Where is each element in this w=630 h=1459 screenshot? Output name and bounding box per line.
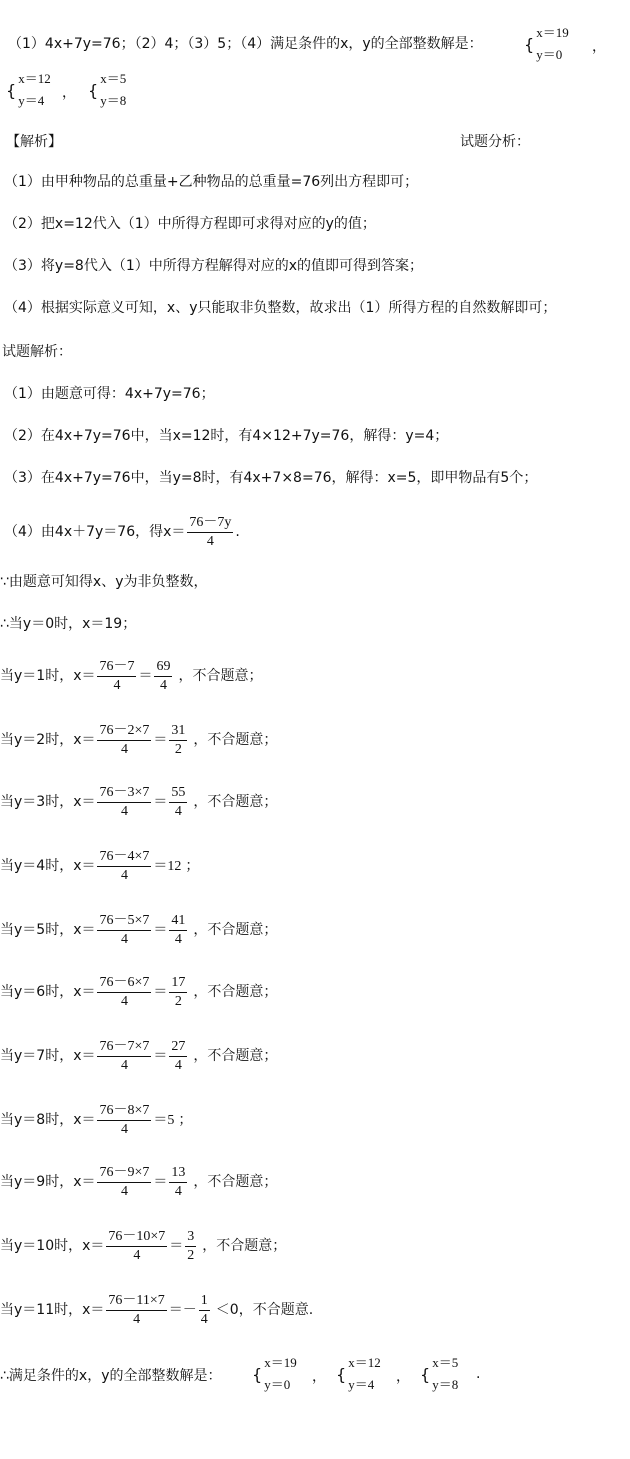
case-row [0,720,277,761]
answer-comma-1: ， [592,39,606,55]
conclusion-system-3: { x＝5 y＝8 [414,1352,464,1396]
case-prefix: 当y＝7时，x＝ [0,1048,96,1064]
case-tail: ，不合题意； [193,984,278,1000]
system-row: y＝8 [100,93,127,108]
s4-text: （4）由4x＋7y＝76，得x＝ [4,524,186,540]
case-row [0,972,277,1013]
case-row [0,782,277,823]
system-row: y＝8 [432,1377,459,1392]
case-tail: ； [185,858,200,874]
analysis-label: 试题分析： [460,134,530,150]
s4-fraction: $\frac{76-7y}{4}$ [189,514,232,549]
case-equals: ＝ [153,1175,168,1190]
case-fraction-1: $\frac{76-7\times 7}{4}$ [99,1038,150,1073]
conclusion-text: ∴满足条件的x，y的全部整数解是： [0,1368,222,1384]
system-row: y＝4 [18,93,45,108]
case-tail: ＜0，不合题意. [215,1302,314,1318]
case-equals: ＝5 [153,1113,175,1128]
system-row: y＝0 [264,1377,291,1392]
solution-s4: （4）由4x＋7y＝76，得x＝ $\frac{76-7y}{4}$ . [4,514,240,549]
case-tail: ，不合题意； [193,794,278,810]
solution-nonneg: ∵由题意可知得x、y为非负整数， [0,574,208,590]
case-fraction-1: $\frac{76-5\times 7}{4}$ [99,912,150,947]
conclusion-comma-2: ， [396,1369,410,1385]
solution-s3: （3）在4x+7y=76中，当y=8时，有4x+7×8=76，解得：x=5，即甲物品有5个； [4,470,538,486]
system-row: x＝19 [264,1355,297,1370]
analysis-p3: （3）将y=8代入（1）中所得方程解得对应的x的值即可得到答案； [4,258,424,274]
case-prefix: 当y＝4时，x＝ [0,858,96,874]
case-fraction-1: $\frac{76-3\times 7}{4}$ [99,784,150,819]
case-tail: ； [178,1112,193,1128]
case-fraction-2: $\frac{3}{2}$ [187,1228,195,1263]
case-equals: ＝－ [168,1303,197,1318]
case-fraction-2: $\frac{55}{4}$ [171,784,186,819]
case-tail: ，不合题意； [202,1238,287,1254]
case-fraction-2: $\frac{27}{4}$ [171,1038,186,1073]
case-row [0,656,262,697]
analysis-heading: 【解析】 [6,134,62,150]
case-prefix: 当y＝8时，x＝ [0,1112,96,1128]
solution-y0: ∴当y＝0时，x＝19； [0,616,137,632]
case-fraction-1: $\frac{76-6\times 7}{4}$ [99,974,150,1009]
case-fraction-1: $\frac{76-10\times 7}{4}$ [108,1228,166,1263]
solution-s2: （2）在4x+7y=76中，当x=12时，有4×12+7y=76，解得：y=4； [4,428,449,444]
case-tail: ，不合题意； [193,1174,278,1190]
answer-comma-2: ， [62,85,76,101]
system-row: x＝19 [536,25,569,40]
case-prefix: 当y＝1时，x＝ [0,668,96,684]
answer-text: （1）4x+7y=76；（2）4；（3）5；（4）满足条件的x，y的全部整数解是： [8,36,483,52]
conclusion-system-2: { x＝12 y＝4 [330,1352,387,1396]
case-equals: ＝ [169,1239,184,1254]
case-equals: ＝ [138,669,153,684]
solution-heading: 试题解析： [2,344,72,360]
case-tail: ，不合题意； [193,922,278,938]
case-fraction-1: $\frac{76-8\times 7}{4}$ [99,1102,150,1137]
analysis-p2: （2）把x=12代入（1）中所得方程即可求得对应的y的值； [4,216,376,232]
system-row: x＝5 [100,71,127,86]
case-prefix: 当y＝3时，x＝ [0,794,96,810]
case-row [0,1290,313,1331]
case-fraction-1: $\frac{76-2\times 7}{4}$ [99,722,150,757]
case-fraction-2: $\frac{69}{4}$ [156,658,171,693]
case-prefix: 当y＝5时，x＝ [0,922,96,938]
case-equals: ＝ [153,733,168,748]
case-row [0,1036,277,1077]
case-fraction-2: $\frac{41}{4}$ [171,912,186,947]
case-tail: ，不合题意； [193,732,278,748]
case-equals: ＝ [153,985,168,1000]
case-equals: ＝ [153,1049,168,1064]
case-fraction-2: $\frac{1}{4}$ [200,1292,208,1327]
case-tail: ，不合题意； [193,1048,278,1064]
case-row [0,1162,277,1203]
case-equals: ＝ [153,795,168,810]
case-prefix: 当y＝6时，x＝ [0,984,96,1000]
case-row [0,846,199,887]
analysis-p1: （1）由甲种物品的总重量+乙种物品的总重量=76列出方程即可； [4,174,419,190]
case-equals: ＝12 [153,859,182,874]
case-fraction-1: $\frac{76-11\times 7}{4}$ [108,1292,165,1327]
case-fraction-2: $\frac{13}{4}$ [171,1164,186,1199]
case-fraction-1: $\frac{76-7}{4}$ [99,658,135,693]
answer-system-2: { x＝12 y＝4 [0,68,57,112]
case-equals: ＝ [153,923,168,938]
solution-s1: （1）由题意可得：4x+7y=76； [4,386,215,402]
case-prefix: 当y＝2时，x＝ [0,732,96,748]
system-row: y＝0 [536,47,563,62]
case-fraction-2: $\frac{31}{2}$ [171,722,186,757]
conclusion-system-1: { x＝19 y＝0 [246,1352,303,1396]
case-prefix: 当y＝10时，x＝ [0,1238,105,1254]
case-row [0,1226,286,1267]
case-tail: ，不合题意； [178,668,263,684]
case-prefix: 当y＝9时，x＝ [0,1174,96,1190]
answer-line-1 [8,34,483,54]
case-row [0,1100,192,1141]
case-fraction-1: $\frac{76-9\times 7}{4}$ [99,1164,150,1199]
system-row: y＝4 [348,1377,375,1392]
conclusion-comma-1: ， [312,1369,326,1385]
answer-system-3: { x＝5 y＝8 [82,68,132,112]
case-fraction-1: $\frac{76-4\times 7}{4}$ [99,848,150,883]
conclusion-period: . [476,1366,481,1382]
case-row [0,910,277,951]
system-row: x＝12 [348,1355,381,1370]
analysis-p4: （4）根据实际意义可知，x、y只能取非负整数，故求出（1）所得方程的自然数解即可； [4,300,557,316]
case-prefix: 当y＝11时，x＝ [0,1302,105,1318]
system-row: x＝5 [432,1355,459,1370]
answer-system-1: { x＝19 y＝0 [518,22,575,66]
system-row: x＝12 [18,71,51,86]
case-fraction-2: $\frac{17}{2}$ [171,974,186,1009]
